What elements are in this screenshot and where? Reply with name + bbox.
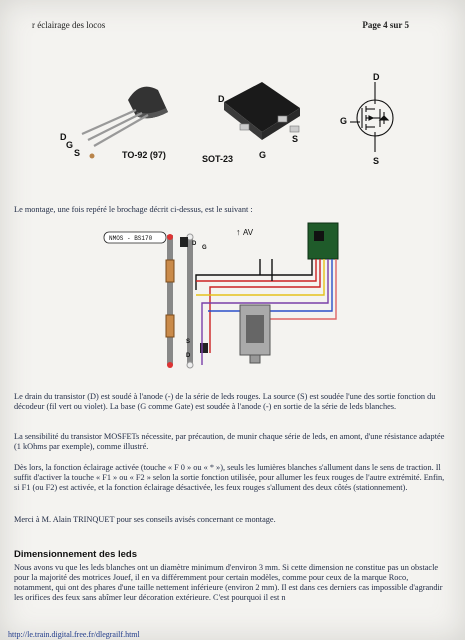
section-title: Dimensionnement des leds [14,549,138,560]
svg-text:↑: ↑ [236,227,241,237]
sot23-pin-g: G [259,150,267,160]
svg-text:S: S [186,339,191,345]
mosfet-pin-d: D [373,72,380,82]
svg-text:G: G [202,245,207,251]
mosfet-top [180,237,188,247]
paragraph-3: Dès lors, la fonction éclairage activée (touche « F 0 » ou « * »), seuls les lumières blanches s'allument dans le sens de traction. Il suffit d'activer la touche « F1 » ou « F2 » selon la sortie fonction utilisée, pour allumer les feux rouges de l'autre extrémité. Enfin, si F1 (ou F2) est activée, et la fonction éclairage désactivée, les feux rouges s'allument des deux côtés (stationnement). [14,463,445,492]
transistor-packages-figure [40,68,420,168]
page-number: Page 4 sur 5 [362,20,409,30]
mosfet-pin-s: S [373,156,380,166]
header-title: r éclairage des locos [32,20,106,30]
paragraph-2: La sensibilité du transistor MOSFETs nécessite, par précaution, de munir chaque série de leds, en amont, d'une résistance adaptée (1 kOhms par exemple), comme illustré. [14,432,445,451]
section-text: Nous avons vu que les leds blanches ont un diamètre minimum d'environ 3 mm. Si cette dimension ne constitue pas un obstacle pour la majorité des motrices Jouef, il en va différemment pour certain modèles, comme pour ceux de la marque Roco, notamment, qui ont des phares d'une taille nettement inférieure (environ 2 mm). Il est dans ces derniers cas impossible d'agrandir les orifices des feux sans abîmer leur décoration extérieure. C'est pourquoi il est n [14,563,443,602]
paragraph-1: Le drain du transistor (D) est soudé à l'anode (-) de la série de leds rouges. La source (S) est soudée l'une des sortie fonction du décodeur (fil vert ou violet). La base (G comme Gate) est soudée à l'anode (-) en sortie de la série de leds blanches. [14,392,436,411]
intro-text: Le montage, une fois repéré le brochage décrit ci-dessus, est le suivant : [14,205,253,214]
mosfet-bottom [200,343,208,353]
footer-url[interactable]: http://le.train.digital.free.fr/dlegrailf.html [8,630,140,639]
to92-pin-d: D [60,132,67,142]
mosfet-symbol [350,82,393,152]
svg-text:D: D [192,241,197,247]
paragraph-4: Merci à M. Alain TRINQUET pour ses conseils avisés concernant ce montage. [14,515,276,524]
sot23-package-image [224,82,300,140]
motor-image [240,305,270,363]
direction-label: AV [243,228,254,237]
svg-text:D: D [186,353,191,359]
mosfet-pin-g: G [340,116,348,126]
left-led-strip [166,234,193,368]
sot23-pin-s: S [292,134,299,144]
wiring-schematic [100,215,350,390]
to92-pin-s: S [74,148,81,158]
sot23-label: SOT-23 [202,154,234,164]
mosfet-label: NMOS - BS170 [109,235,153,242]
to92-pin-g: G [66,140,74,150]
to92-package-image [82,87,168,159]
to92-label: TO-92 (97) [122,150,166,160]
sot23-pin-d: D [218,94,225,104]
page-header [0,20,465,38]
